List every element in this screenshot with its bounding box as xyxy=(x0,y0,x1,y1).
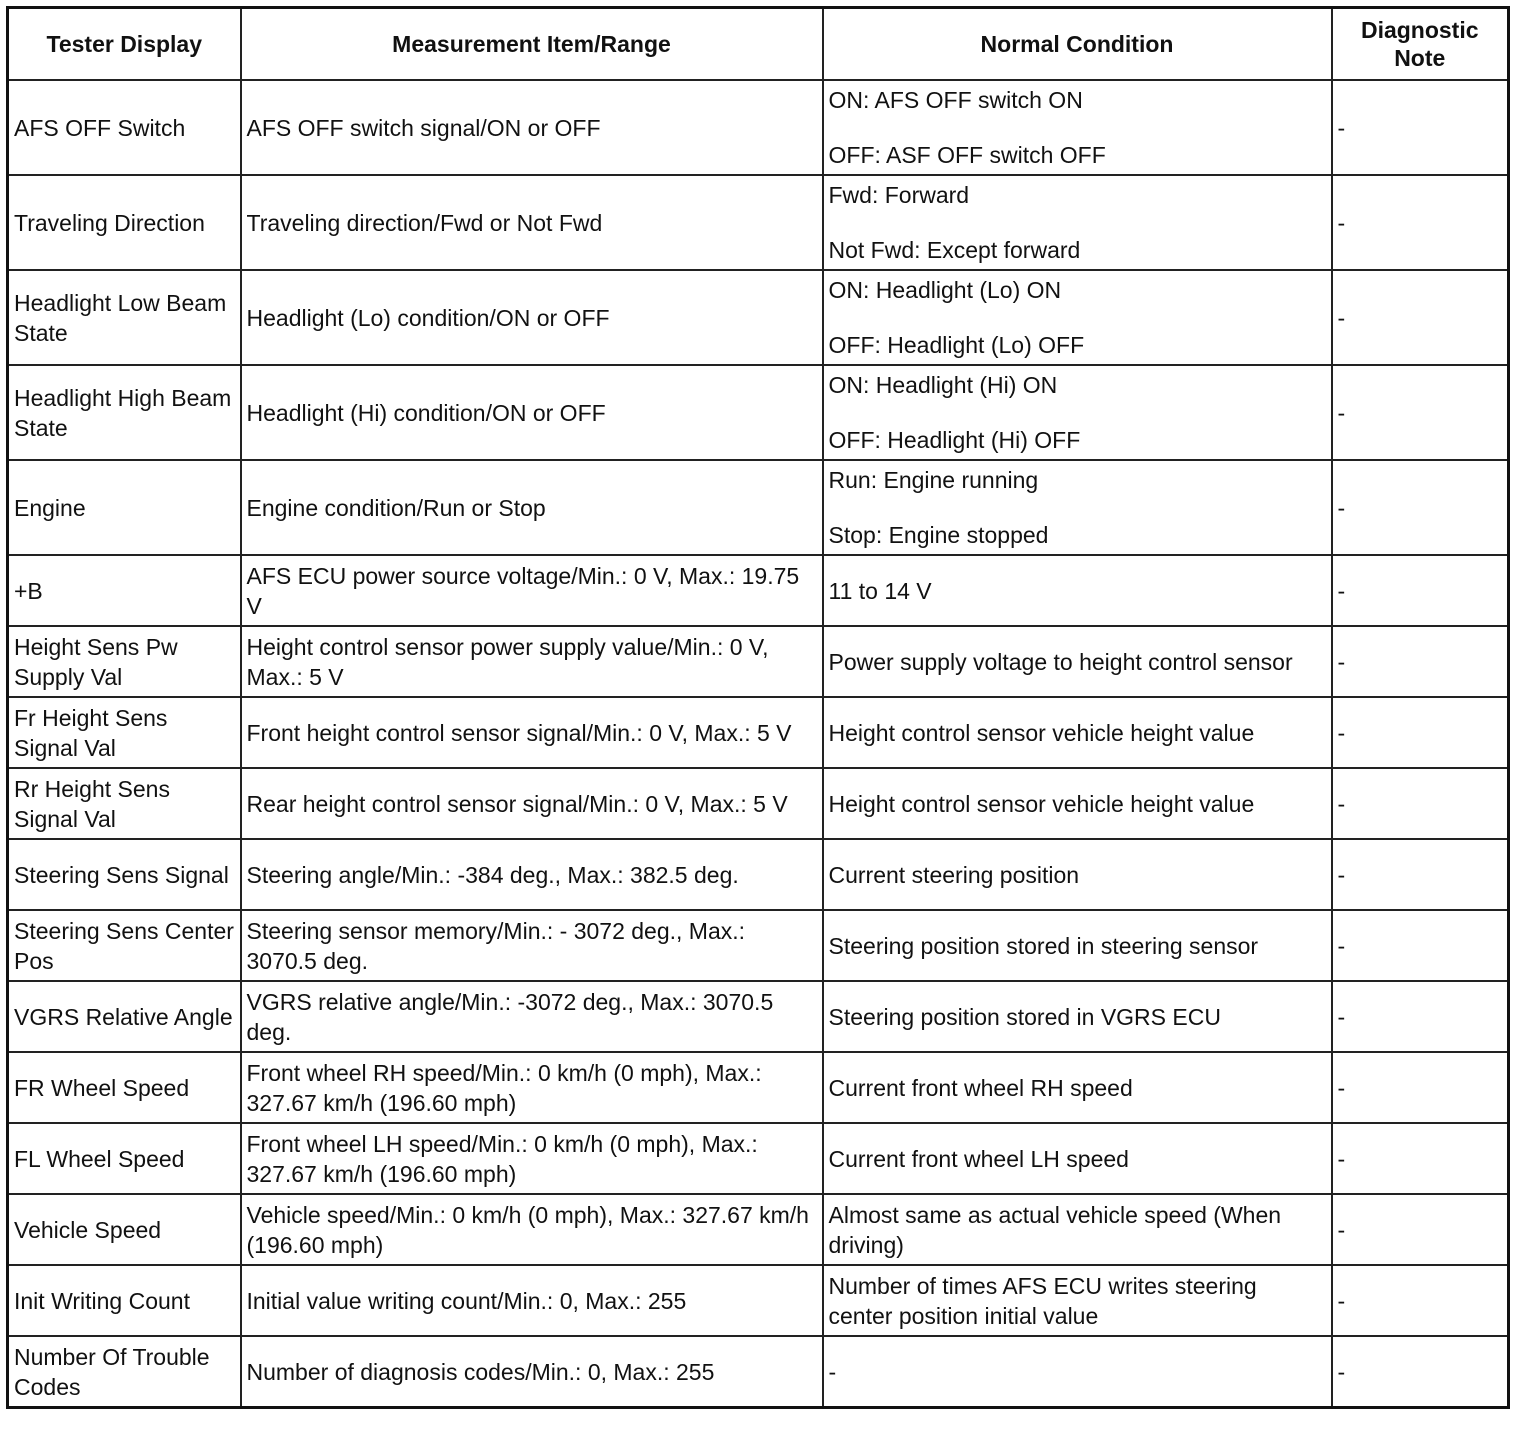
cell-normal-condition xyxy=(823,1265,1332,1336)
cell-tester-display: Steering Sens Center Pos xyxy=(8,910,241,981)
condition-line: Current steering position xyxy=(828,861,1080,888)
cell-normal-condition xyxy=(823,1052,1332,1123)
cell-measurement-item: Steering angle/Min.: -384 deg., Max.: 382.5 deg. xyxy=(241,839,823,910)
cell-normal-condition xyxy=(823,270,1332,365)
cell-measurement-item: Headlight (Hi) condition/ON or OFF xyxy=(241,365,823,460)
cell-diagnostic-note: - xyxy=(1332,1123,1509,1194)
cell-measurement-item: Headlight (Lo) condition/ON or OFF xyxy=(241,270,823,365)
table-row xyxy=(8,910,1509,981)
cell-diagnostic-note: - xyxy=(1332,270,1509,365)
table-row xyxy=(8,1052,1509,1123)
table-row xyxy=(8,555,1509,626)
table-body xyxy=(8,80,1509,1408)
cell-diagnostic-note: - xyxy=(1332,697,1509,768)
header-measurement-item: Measurement Item/Range xyxy=(241,8,823,81)
table-row xyxy=(8,175,1509,270)
cell-tester-display: AFS OFF Switch xyxy=(8,80,241,175)
cell-normal-condition xyxy=(823,175,1332,270)
cell-normal-condition xyxy=(823,365,1332,460)
table-row xyxy=(8,1336,1509,1408)
cell-measurement-item: Steering sensor memory/Min.: - 3072 deg., Max.: 3070.5 deg. xyxy=(241,910,823,981)
condition-line: Power supply voltage to height control sensor xyxy=(828,648,1293,675)
table-row xyxy=(8,626,1509,697)
cell-diagnostic-note: - xyxy=(1332,555,1509,626)
cell-tester-display: Rr Height Sens Signal Val xyxy=(8,768,241,839)
table-row xyxy=(8,365,1509,460)
condition-line: Not Fwd: Except forward xyxy=(828,237,1081,263)
cell-tester-display: Fr Height Sens Signal Val xyxy=(8,697,241,768)
header-tester-display: Tester Display xyxy=(8,8,241,81)
cell-diagnostic-note: - xyxy=(1332,80,1509,175)
condition-line: ON: AFS OFF switch ON xyxy=(828,87,1083,113)
cell-diagnostic-note: - xyxy=(1332,460,1509,555)
table-row xyxy=(8,981,1509,1052)
cell-tester-display: Height Sens Pw Supply Val xyxy=(8,626,241,697)
condition-line: Number of times AFS ECU writes steering center position initial value xyxy=(828,1272,1257,1329)
cell-diagnostic-note: - xyxy=(1332,1052,1509,1123)
cell-measurement-item: Number of diagnosis codes/Min.: 0, Max.: 255 xyxy=(241,1336,823,1408)
cell-normal-condition xyxy=(823,910,1332,981)
cell-diagnostic-note: - xyxy=(1332,175,1509,270)
condition-line: Height control sensor vehicle height value xyxy=(828,790,1255,817)
cell-tester-display: Engine xyxy=(8,460,241,555)
cell-tester-display: FL Wheel Speed xyxy=(8,1123,241,1194)
condition-line: ON: Headlight (Lo) ON xyxy=(828,277,1062,303)
condition-line: Current front wheel LH speed xyxy=(828,1145,1129,1172)
cell-tester-display: Init Writing Count xyxy=(8,1265,241,1336)
table-row xyxy=(8,1194,1509,1265)
cell-diagnostic-note: - xyxy=(1332,1265,1509,1336)
cell-tester-display: Vehicle Speed xyxy=(8,1194,241,1265)
table-row xyxy=(8,270,1509,365)
cell-normal-condition xyxy=(823,981,1332,1052)
cell-diagnostic-note: - xyxy=(1332,626,1509,697)
header-diagnostic-note: Diagnostic Note xyxy=(1332,8,1509,81)
cell-measurement-item: Height control sensor power supply value/Min.: 0 V, Max.: 5 V xyxy=(241,626,823,697)
cell-measurement-item: AFS OFF switch signal/ON or OFF xyxy=(241,80,823,175)
cell-diagnostic-note: - xyxy=(1332,365,1509,460)
cell-diagnostic-note: - xyxy=(1332,1194,1509,1265)
condition-line: Almost same as actual vehicle speed (When driving) xyxy=(828,1201,1282,1258)
table-row xyxy=(8,460,1509,555)
cell-tester-display: Number Of Trouble Codes xyxy=(8,1336,241,1408)
condition-line: Run: Engine running xyxy=(828,467,1039,493)
cell-normal-condition xyxy=(823,697,1332,768)
cell-tester-display: FR Wheel Speed xyxy=(8,1052,241,1123)
cell-measurement-item: Front height control sensor signal/Min.: 0 V, Max.: 5 V xyxy=(241,697,823,768)
table-row xyxy=(8,697,1509,768)
cell-normal-condition xyxy=(823,460,1332,555)
cell-normal-condition xyxy=(823,1194,1332,1265)
cell-diagnostic-note: - xyxy=(1332,768,1509,839)
table-row xyxy=(8,80,1509,175)
table-row xyxy=(8,1265,1509,1336)
cell-measurement-item: Vehicle speed/Min.: 0 km/h (0 mph), Max.: 327.67 km/h (196.60 mph) xyxy=(241,1194,823,1265)
condition-line: - xyxy=(828,1358,837,1385)
condition-line: Fwd: Forward xyxy=(828,182,970,208)
cell-tester-display: Traveling Direction xyxy=(8,175,241,270)
cell-measurement-item: Rear height control sensor signal/Min.: 0 V, Max.: 5 V xyxy=(241,768,823,839)
cell-tester-display: Steering Sens Signal xyxy=(8,839,241,910)
cell-tester-display: Headlight High Beam State xyxy=(8,365,241,460)
cell-normal-condition xyxy=(823,626,1332,697)
cell-measurement-item: Front wheel LH speed/Min.: 0 km/h (0 mph), Max.: 327.67 km/h (196.60 mph) xyxy=(241,1123,823,1194)
cell-tester-display: +B xyxy=(8,555,241,626)
header-normal-condition: Normal Condition xyxy=(823,8,1332,81)
condition-line: Current front wheel RH speed xyxy=(828,1074,1133,1101)
cell-measurement-item: Front wheel RH speed/Min.: 0 km/h (0 mph), Max.: 327.67 km/h (196.60 mph) xyxy=(241,1052,823,1123)
table-row xyxy=(8,1123,1509,1194)
cell-normal-condition xyxy=(823,1336,1332,1408)
cell-normal-condition xyxy=(823,1123,1332,1194)
header-row xyxy=(8,8,1509,81)
condition-line: 11 to 14 V xyxy=(828,577,932,604)
cell-measurement-item: Traveling direction/Fwd or Not Fwd xyxy=(241,175,823,270)
condition-line: ON: Headlight (Hi) ON xyxy=(828,372,1058,398)
condition-line: Stop: Engine stopped xyxy=(828,522,1049,548)
cell-tester-display: VGRS Relative Angle xyxy=(8,981,241,1052)
cell-measurement-item: Engine condition/Run or Stop xyxy=(241,460,823,555)
condition-line: OFF: ASF OFF switch OFF xyxy=(828,142,1106,168)
condition-line: Height control sensor vehicle height value xyxy=(828,719,1255,746)
cell-diagnostic-note: - xyxy=(1332,981,1509,1052)
cell-diagnostic-note: - xyxy=(1332,910,1509,981)
cell-measurement-item: VGRS relative angle/Min.: -3072 deg., Max.: 3070.5 deg. xyxy=(241,981,823,1052)
cell-measurement-item: AFS ECU power source voltage/Min.: 0 V, Max.: 19.75 V xyxy=(241,555,823,626)
condition-line: OFF: Headlight (Lo) OFF xyxy=(828,332,1085,358)
cell-diagnostic-note: - xyxy=(1332,1336,1509,1408)
table-row xyxy=(8,768,1509,839)
cell-normal-condition xyxy=(823,555,1332,626)
data-list-table xyxy=(6,6,1510,1409)
cell-normal-condition xyxy=(823,768,1332,839)
cell-diagnostic-note: - xyxy=(1332,839,1509,910)
condition-line: OFF: Headlight (Hi) OFF xyxy=(828,427,1081,453)
condition-line: Steering position stored in steering sensor xyxy=(828,932,1259,959)
cell-normal-condition xyxy=(823,839,1332,910)
table-row xyxy=(8,839,1509,910)
condition-line: Steering position stored in VGRS ECU xyxy=(828,1003,1221,1030)
cell-normal-condition xyxy=(823,80,1332,175)
cell-measurement-item: Initial value writing count/Min.: 0, Max.: 255 xyxy=(241,1265,823,1336)
cell-tester-display: Headlight Low Beam State xyxy=(8,270,241,365)
